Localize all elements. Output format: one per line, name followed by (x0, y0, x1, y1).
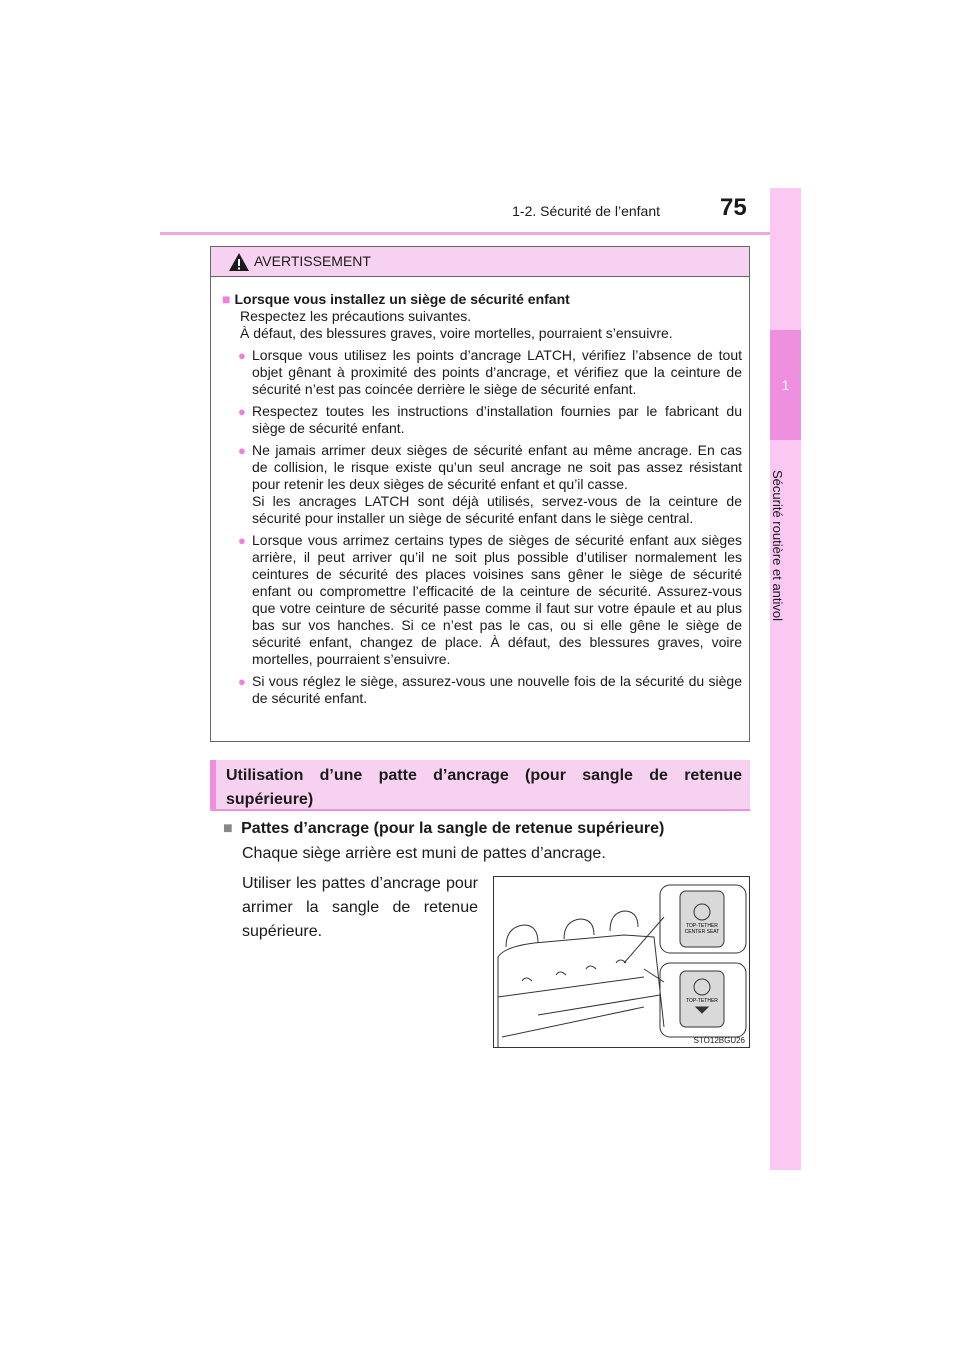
warning-bullet-text: Lorsque vous utilisez les points d’ancrage LATCH, vérifiez l’absence de tout objet gênant à proximité des points d’ancrage, et vérifiez que la ceinture de sécurité n’est pas coincée derrière le siège de sécurité enfant. (252, 347, 742, 397)
warning-bullet (222, 442, 742, 527)
warning-bullet (222, 532, 742, 668)
warning-bullet (222, 673, 742, 707)
warning-intro-2: À défaut, des blessures graves, voire mortelles, pourraient s’ensuivre. (240, 325, 673, 341)
bullet-dot-icon: ● (238, 533, 246, 548)
body-paragraph-2: Utiliser les pattes d’ancrage pour arrimer la sangle de retenue supérieure. (242, 875, 478, 940)
square-bullet-icon: ■ (222, 291, 231, 307)
square-bullet-icon: ■ (223, 820, 233, 837)
page-number: 75 (720, 194, 747, 221)
bullet-dot-icon: ● (238, 348, 246, 363)
warning-subtitle (222, 291, 742, 308)
section-heading: Utilisation d’une patte d’ancrage (pour sangle de retenue supérieure) (210, 760, 750, 809)
warning-bullet-text: Lorsque vous arrimez certains types de sièges de sécurité enfant aux sièges arrière, il peut arriver qu’il ne soit plus possible d’utiliser normalement les ceintures de sécurité des places voisines sans gêner le siège de sécurité enfant ou compromettre l’efficacité de la ceinture de sécurité. Assurez-vous que votre ceinture de sécurité passe comme il faut sur votre épaule et au plus bas sur vos hanches. Si ce n’est pas le cas, ou si elle gêne le siège de sécurité enfant, changez de place. À défaut, des blessures graves, voire mortelles, pourraient s’ensuivre. (252, 532, 742, 667)
label-top-tether-center-1: TOP-TETHER (686, 923, 718, 929)
header-rule (160, 232, 800, 235)
warning-body (211, 277, 749, 707)
warning-header (211, 247, 749, 277)
section-heading-rule (210, 809, 750, 811)
chapter-number: 1 (781, 377, 790, 393)
bullet-dot-icon: ● (238, 404, 246, 419)
warning-bullet-text (252, 442, 742, 527)
label-top-tether-center-2: CENTER SEAT (684, 929, 720, 935)
section-title: 1-2. Sécurité de l’enfant (512, 203, 660, 219)
section-subheading-text: Pattes d’ancrage (pour la sangle de retenue supérieure) (241, 820, 665, 837)
bullet-dot-icon: ● (238, 443, 246, 458)
warning-intro-1: Respectez les précautions suivantes. (240, 308, 472, 324)
rear-seat-diagram (494, 877, 749, 1047)
label-top-tether: TOP-TETHER (686, 998, 718, 1004)
section-subheading (223, 820, 664, 838)
warning-icon (228, 252, 250, 272)
warning-bullet (222, 347, 742, 398)
warning-bullet (222, 403, 742, 437)
warning-bullet-text: Si vous réglez le siège, assurez-vous une nouvelle fois de la sécurité du siège de sécurité enfant. (252, 673, 742, 706)
bullet-dot-icon: ● (238, 674, 246, 689)
warning-title: AVERTISSEMENT (254, 253, 371, 269)
warning-box (210, 246, 750, 742)
illustration-code: STO12BGU26 (693, 1036, 745, 1045)
warning-bullet-text-part1: Ne jamais arrimer deux sièges de sécurité enfant au même ancrage. En cas de collision, le risque existe qu’un seul ancrage ne soit pas assez résistant pour retenir les deux sièges de sécurité enfant et qu’il casse. (252, 442, 742, 492)
body-paragraph-1: Chaque siège arrière est muni de pattes d’ancrage. (242, 845, 606, 862)
warning-bullet-text: Respectez toutes les instructions d’installation fournies par le fabricant du siège de sécurité enfant. (252, 403, 742, 436)
warning-subtitle-text: Lorsque vous installez un siège de sécurité enfant (234, 291, 570, 307)
chapter-title: Sécurité routière et antivol (770, 470, 785, 622)
anchor-bracket-illustration (493, 876, 750, 1048)
warning-bullet-text-part2: Si les ancrages LATCH sont déjà utilisés, servez-vous de la ceinture de sécurité pour installer un siège de sécurité enfant dans le siège central. (252, 493, 742, 526)
